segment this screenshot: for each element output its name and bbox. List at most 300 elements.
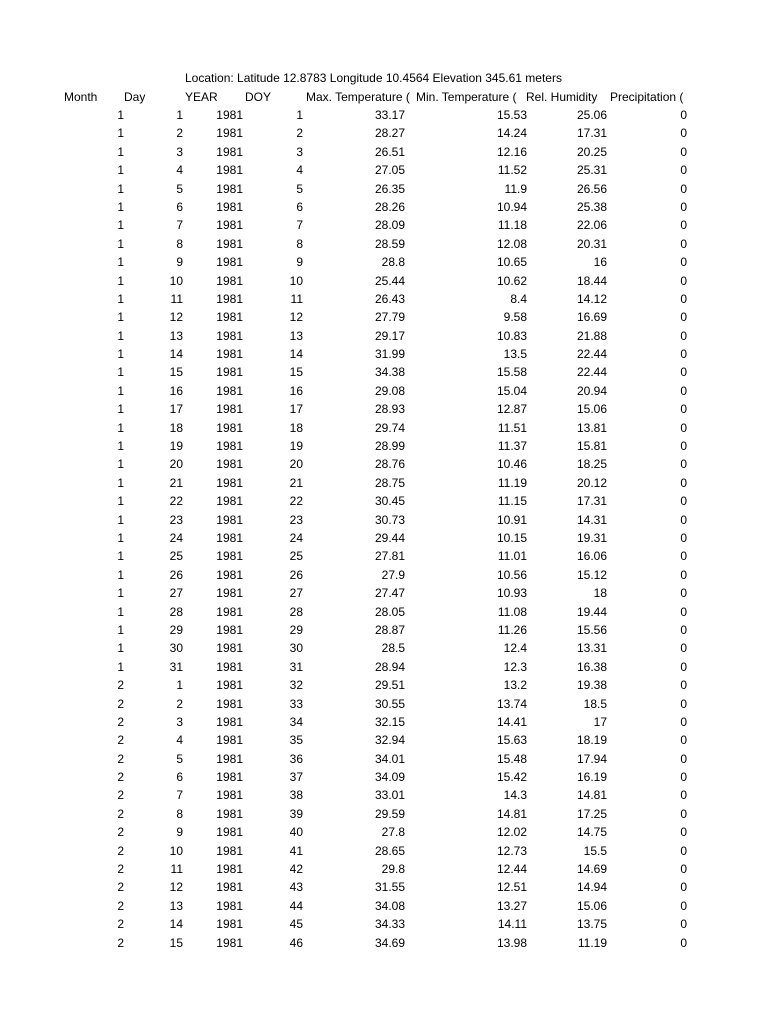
year-cell: 1981 [216, 236, 243, 251]
precipitation-cell: 0 [680, 347, 687, 362]
year-cell: 1981 [216, 659, 243, 674]
day-cell: 12 [169, 310, 183, 325]
year-cell: 1981 [216, 586, 243, 601]
year-cell: 1981 [216, 825, 243, 840]
day-cell: 16 [169, 383, 183, 398]
precipitation-cell: 0 [680, 199, 687, 214]
year-cell: 1981 [216, 788, 243, 803]
table-row [0, 731, 768, 749]
doy-cell: 22 [289, 494, 303, 509]
doy-cell: 40 [289, 825, 303, 840]
doy-cell: 12 [289, 310, 303, 325]
rel-humidity-cell: 26.56 [576, 181, 607, 196]
day-cell: 15 [169, 365, 183, 380]
precipitation-cell: 0 [680, 770, 687, 785]
max-temperature-cell: 28.27 [374, 126, 405, 141]
precipitation-cell: 0 [680, 236, 687, 251]
day-cell: 7 [176, 788, 183, 803]
rel-humidity-cell: 20.12 [576, 475, 607, 490]
precipitation-cell: 0 [680, 218, 687, 233]
max-temperature-cell: 26.35 [374, 181, 405, 196]
rel-humidity-cell: 16.69 [576, 310, 607, 325]
precipitation-cell: 0 [680, 733, 687, 748]
precipitation-cell: 0 [680, 843, 687, 858]
doy-cell: 6 [296, 199, 303, 214]
max-temperature-cell: 28.87 [374, 622, 405, 637]
month-cell: 2 [117, 825, 124, 840]
max-temperature-cell: 28.59 [374, 236, 405, 251]
max-temperature-cell: 25.44 [374, 273, 405, 288]
table-row [0, 474, 768, 492]
table-row [0, 400, 768, 418]
precipitation-cell: 0 [680, 457, 687, 472]
doy-cell: 39 [289, 806, 303, 821]
day-cell: 23 [169, 512, 183, 527]
year-cell: 1981 [216, 163, 243, 178]
table-row [0, 382, 768, 400]
table-row [0, 878, 768, 896]
rel-humidity-cell: 14.69 [576, 862, 607, 877]
min-temperature-cell: 11.08 [497, 604, 527, 619]
month-cell: 2 [117, 770, 124, 785]
min-temperature-cell: 10.93 [496, 586, 527, 601]
max-temperature-cell: 28.5 [381, 641, 405, 656]
day-cell: 10 [169, 273, 183, 288]
doy-cell: 8 [296, 236, 303, 251]
day-cell: 22 [169, 494, 183, 509]
table-row [0, 805, 768, 823]
doy-cell: 45 [289, 917, 303, 932]
rel-humidity-cell: 17.31 [576, 494, 607, 509]
rel-humidity-cell: 17 [593, 714, 607, 729]
table-row [0, 216, 768, 234]
min-temperature-cell: 12.16 [496, 144, 527, 159]
max-temperature-cell: 26.51 [374, 144, 405, 159]
precipitation-cell: 0 [680, 402, 687, 417]
max-temperature-cell: 27.47 [374, 586, 405, 601]
doy-cell: 38 [289, 788, 303, 803]
month-cell: 1 [117, 494, 124, 509]
table-row [0, 897, 768, 915]
precipitation-cell: 0 [680, 678, 687, 693]
doy-cell: 35 [289, 733, 303, 748]
precipitation-cell: 0 [680, 788, 687, 803]
doy-cell: 23 [289, 512, 303, 527]
table-row [0, 842, 768, 860]
max-temperature-cell: 34.33 [374, 917, 405, 932]
min-temperature-cell: 13.2 [503, 678, 527, 693]
precipitation-cell: 0 [680, 383, 687, 398]
rel-humidity-cell: 15.56 [576, 622, 607, 637]
rel-humidity-cell: 19.44 [576, 604, 607, 619]
rel-humidity-cell: 25.38 [576, 199, 607, 214]
year-cell: 1981 [216, 439, 243, 454]
doy-cell: 27 [289, 586, 303, 601]
min-temperature-cell: 8.4 [510, 291, 527, 306]
min-temperature-cell: 11.19 [497, 475, 527, 490]
doy-cell: 31 [289, 659, 303, 674]
month-cell: 2 [117, 880, 124, 895]
day-cell: 11 [170, 291, 183, 306]
max-temperature-cell: 26.43 [374, 291, 405, 306]
year-cell: 1981 [216, 549, 243, 564]
max-temperature-cell: 34.09 [374, 770, 405, 785]
min-temperature-cell: 14.24 [496, 126, 527, 141]
doy-cell: 25 [289, 549, 303, 564]
min-temperature-cell: 13.98 [496, 935, 527, 950]
doy-cell: 41 [289, 843, 303, 858]
month-cell: 1 [117, 181, 124, 196]
month-cell: 1 [117, 328, 124, 343]
table-row [0, 290, 768, 308]
rel-humidity-cell: 13.81 [576, 420, 607, 435]
rel-humidity-cell: 15.5 [583, 843, 607, 858]
table-row [0, 327, 768, 345]
month-cell: 1 [117, 236, 124, 251]
year-cell: 1981 [216, 696, 243, 711]
day-cell: 12 [169, 880, 183, 895]
month-cell: 2 [117, 843, 124, 858]
table-row [0, 823, 768, 841]
precipitation-cell: 0 [680, 328, 687, 343]
min-temperature-cell: 10.65 [496, 255, 527, 270]
precipitation-cell: 0 [680, 880, 687, 895]
table-row [0, 235, 768, 253]
doy-cell: 1 [296, 108, 303, 122]
max-temperature-cell: 34.69 [374, 935, 405, 950]
month-cell: 1 [117, 586, 124, 601]
doy-cell: 28 [289, 604, 303, 619]
precipitation-cell: 0 [680, 567, 687, 582]
rel-humidity-cell: 22.44 [576, 347, 607, 362]
doy-cell: 36 [289, 751, 303, 766]
month-cell: 1 [117, 255, 124, 270]
year-cell: 1981 [216, 255, 243, 270]
min-temperature-cell: 11.52 [497, 163, 527, 178]
rel-humidity-cell: 17.25 [576, 806, 607, 821]
rel-humidity-cell: 17.94 [576, 751, 607, 766]
doy-cell: 7 [296, 218, 303, 233]
month-cell: 1 [117, 291, 124, 306]
day-cell: 13 [169, 328, 183, 343]
month-cell: 2 [117, 935, 124, 950]
min-temperature-cell: 11.18 [497, 218, 527, 233]
month-cell: 1 [117, 475, 124, 490]
rel-humidity-cell: 14.12 [576, 291, 607, 306]
year-cell: 1981 [216, 218, 243, 233]
rel-humidity-cell: 20.94 [576, 383, 607, 398]
table-row [0, 584, 768, 602]
table-row [0, 437, 768, 455]
rel-humidity-cell: 13.75 [576, 917, 607, 932]
month-cell: 1 [117, 365, 124, 380]
month-cell: 2 [117, 917, 124, 932]
table-row [0, 345, 768, 363]
max-temperature-cell: 29.08 [374, 383, 405, 398]
month-cell: 1 [117, 163, 124, 178]
doy-cell: 9 [296, 255, 303, 270]
precipitation-cell: 0 [680, 512, 687, 527]
header-precipitation: Precipitation ( [610, 90, 684, 104]
precipitation-cell: 0 [680, 310, 687, 325]
max-temperature-cell: 30.55 [374, 696, 405, 711]
table-row [0, 566, 768, 584]
month-cell: 1 [117, 530, 124, 545]
month-cell: 1 [117, 218, 124, 233]
min-temperature-cell: 15.53 [496, 108, 527, 122]
max-temperature-cell: 29.8 [381, 862, 405, 877]
year-cell: 1981 [216, 530, 243, 545]
year-cell: 1981 [216, 567, 243, 582]
day-cell: 13 [169, 898, 183, 913]
max-temperature-cell: 27.9 [381, 567, 405, 582]
table-row [0, 529, 768, 547]
doy-cell: 34 [289, 714, 303, 729]
max-temperature-cell: 28.65 [374, 843, 405, 858]
precipitation-cell: 0 [680, 622, 687, 637]
precipitation-cell: 0 [680, 586, 687, 601]
doy-cell: 5 [296, 181, 303, 196]
rel-humidity-cell: 21.88 [576, 328, 607, 343]
rel-humidity-cell: 18.25 [576, 457, 607, 472]
precipitation-cell: 0 [680, 420, 687, 435]
day-cell: 29 [169, 622, 183, 637]
precipitation-cell: 0 [680, 714, 687, 729]
month-cell: 1 [117, 549, 124, 564]
table-row [0, 198, 768, 216]
max-temperature-cell: 30.73 [374, 512, 405, 527]
doy-cell: 46 [289, 935, 303, 950]
max-temperature-cell: 29.17 [374, 328, 405, 343]
min-temperature-cell: 11.15 [497, 494, 527, 509]
day-cell: 5 [176, 181, 183, 196]
day-cell: 3 [176, 144, 183, 159]
min-temperature-cell: 10.94 [496, 199, 527, 214]
table-row [0, 768, 768, 786]
min-temperature-cell: 15.58 [496, 365, 527, 380]
month-cell: 1 [117, 512, 124, 527]
precipitation-cell: 0 [680, 862, 687, 877]
max-temperature-cell: 28.05 [374, 604, 405, 619]
rel-humidity-cell: 14.31 [576, 512, 607, 527]
max-temperature-cell: 27.8 [381, 825, 405, 840]
precipitation-cell: 0 [680, 806, 687, 821]
precipitation-cell: 0 [680, 494, 687, 509]
max-temperature-cell: 34.01 [374, 751, 405, 766]
rel-humidity-cell: 16.38 [576, 659, 607, 674]
rel-humidity-cell: 19.38 [576, 678, 607, 693]
header-doy: DOY [245, 90, 272, 104]
day-cell: 10 [169, 843, 183, 858]
min-temperature-cell: 15.04 [496, 383, 527, 398]
precipitation-cell: 0 [680, 751, 687, 766]
month-cell: 1 [117, 108, 124, 122]
day-cell: 4 [176, 163, 183, 178]
doy-cell: 14 [289, 347, 303, 362]
day-cell: 17 [169, 402, 183, 417]
rel-humidity-cell: 13.31 [576, 641, 607, 656]
day-cell: 31 [169, 659, 183, 674]
month-cell: 1 [117, 402, 124, 417]
year-cell: 1981 [216, 181, 243, 196]
precipitation-cell: 0 [680, 604, 687, 619]
header-max-temperature: Max. Temperature ( [306, 90, 410, 104]
min-temperature-cell: 13.74 [496, 696, 527, 711]
month-cell: 1 [117, 310, 124, 325]
day-cell: 6 [176, 770, 183, 785]
year-cell: 1981 [216, 420, 243, 435]
min-temperature-cell: 10.91 [496, 512, 527, 527]
month-cell: 2 [117, 696, 124, 711]
year-cell: 1981 [216, 678, 243, 693]
day-cell: 6 [176, 199, 183, 214]
table-row [0, 419, 768, 437]
min-temperature-cell: 12.4 [503, 641, 527, 656]
year-cell: 1981 [216, 457, 243, 472]
rel-humidity-cell: 20.25 [576, 144, 607, 159]
day-cell: 11 [170, 862, 183, 877]
table-row [0, 161, 768, 179]
min-temperature-cell: 11.01 [497, 549, 527, 564]
year-cell: 1981 [216, 880, 243, 895]
year-cell: 1981 [216, 898, 243, 913]
header-rel-humidity: Rel. Humidity [526, 90, 598, 104]
table-row [0, 455, 768, 473]
table-row [0, 639, 768, 657]
doy-cell: 16 [289, 383, 303, 398]
min-temperature-cell: 11.9 [504, 181, 527, 196]
year-cell: 1981 [216, 862, 243, 877]
min-temperature-cell: 10.15 [496, 530, 527, 545]
day-cell: 14 [169, 347, 183, 362]
month-cell: 1 [117, 199, 124, 214]
max-temperature-cell: 32.15 [374, 714, 405, 729]
year-cell: 1981 [216, 365, 243, 380]
header-day: Day [124, 90, 146, 104]
min-temperature-cell: 15.48 [496, 751, 527, 766]
day-cell: 9 [176, 825, 183, 840]
month-cell: 2 [117, 806, 124, 821]
header-year: YEAR [185, 90, 218, 104]
min-temperature-cell: 9.58 [503, 310, 527, 325]
precipitation-cell: 0 [680, 898, 687, 913]
month-cell: 1 [117, 457, 124, 472]
rel-humidity-cell: 16.19 [576, 770, 607, 785]
table-row [0, 934, 768, 952]
day-cell: 18 [169, 420, 183, 435]
min-temperature-cell: 13.27 [496, 898, 527, 913]
precipitation-cell: 0 [680, 549, 687, 564]
max-temperature-cell: 28.09 [374, 218, 405, 233]
column-header-row [0, 88, 768, 106]
header-month: Month [64, 90, 98, 104]
year-cell: 1981 [216, 108, 243, 122]
max-temperature-cell: 27.79 [374, 310, 405, 325]
day-cell: 15 [169, 935, 183, 950]
rel-humidity-cell: 19.31 [576, 530, 607, 545]
doy-cell: 3 [296, 144, 303, 159]
min-temperature-cell: 15.42 [496, 770, 527, 785]
precipitation-cell: 0 [680, 439, 687, 454]
month-cell: 1 [117, 126, 124, 141]
day-cell: 19 [169, 439, 183, 454]
min-temperature-cell: 12.08 [496, 236, 527, 251]
table-row [0, 547, 768, 565]
precipitation-cell: 0 [680, 144, 687, 159]
year-cell: 1981 [216, 641, 243, 656]
day-cell: 28 [169, 604, 183, 619]
rel-humidity-cell: 18.5 [583, 696, 607, 711]
doy-cell: 15 [289, 365, 303, 380]
month-cell: 2 [117, 678, 124, 693]
min-temperature-cell: 12.44 [496, 862, 527, 877]
doy-cell: 21 [289, 475, 303, 490]
max-temperature-cell: 33.17 [374, 108, 405, 122]
max-temperature-cell: 29.51 [374, 678, 405, 693]
max-temperature-cell: 28.8 [381, 255, 405, 270]
rel-humidity-cell: 20.31 [576, 236, 607, 251]
doy-cell: 26 [289, 567, 303, 582]
year-cell: 1981 [216, 770, 243, 785]
day-cell: 2 [176, 696, 183, 711]
min-temperature-cell: 14.41 [496, 714, 527, 729]
month-cell: 1 [117, 383, 124, 398]
precipitation-cell: 0 [680, 641, 687, 656]
min-temperature-cell: 11.51 [497, 420, 527, 435]
precipitation-cell: 0 [680, 825, 687, 840]
min-temperature-cell: 12.87 [496, 402, 527, 417]
max-temperature-cell: 31.55 [374, 880, 405, 895]
doy-cell: 37 [289, 770, 303, 785]
month-cell: 2 [117, 714, 124, 729]
month-cell: 1 [117, 439, 124, 454]
year-cell: 1981 [216, 347, 243, 362]
min-temperature-cell: 12.02 [496, 825, 527, 840]
doy-cell: 32 [289, 678, 303, 693]
doy-cell: 2 [296, 126, 303, 141]
rel-humidity-cell: 15.12 [576, 567, 607, 582]
day-cell: 30 [169, 641, 183, 656]
max-temperature-cell: 32.94 [374, 733, 405, 748]
rel-humidity-cell: 22.44 [576, 365, 607, 380]
table-row [0, 915, 768, 933]
rel-humidity-cell: 15.06 [576, 898, 607, 913]
max-temperature-cell: 29.74 [374, 420, 405, 435]
doy-cell: 24 [289, 530, 303, 545]
rel-humidity-cell: 15.81 [576, 439, 607, 454]
min-temperature-cell: 11.26 [497, 622, 527, 637]
doy-cell: 29 [289, 622, 303, 637]
precipitation-cell: 0 [680, 365, 687, 380]
doy-cell: 10 [289, 273, 303, 288]
day-cell: 9 [176, 255, 183, 270]
table-row [0, 603, 768, 621]
year-cell: 1981 [216, 733, 243, 748]
year-cell: 1981 [216, 144, 243, 159]
precipitation-cell: 0 [680, 696, 687, 711]
month-cell: 2 [117, 788, 124, 803]
rel-humidity-cell: 15.06 [576, 402, 607, 417]
table-row [0, 695, 768, 713]
rel-humidity-cell: 22.06 [576, 218, 607, 233]
max-temperature-cell: 34.38 [374, 365, 405, 380]
min-temperature-cell: 11.37 [497, 439, 527, 454]
rel-humidity-cell: 25.06 [576, 108, 607, 122]
day-cell: 1 [176, 108, 183, 122]
year-cell: 1981 [216, 383, 243, 398]
doy-cell: 4 [296, 163, 303, 178]
table-row [0, 363, 768, 381]
